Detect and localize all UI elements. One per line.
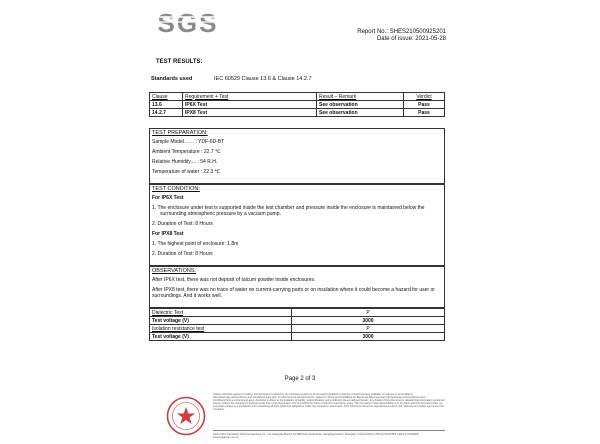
ip6x-item-1: 1. The enclosure under test is supported inside the test chamber and pressure inside the enclosure is maintained below the surrounding atmospheric pressure by a vacuum pump. — [152, 205, 425, 217]
observation-2: After IPX8 test, there was no trace of water on current-carrying parts or on insulation where it could become a hazard for user or surroundings. And it works well. — [152, 287, 435, 299]
water-temperature: Temperature of water : 22.3 ℃ — [152, 169, 221, 175]
standards-value: IEC 60529 Clause 13.6 & Clause 14.2.7 — [214, 76, 312, 82]
footer-address: SGS-CSTC Standards Technical Services Co., Ltd. Shanghai Branch No.588 West Jindu Road, Songjiang District, Shanghai, China 201612 t (86-21) 61915666 f (86-21) 61915678 www.sgsgroup.com.cn — [213, 433, 419, 439]
observation-1: After IP6X test, there was not deposit of talcum powder inside enclosures. — [152, 277, 316, 283]
ip6x-title: For IP6X Test — [152, 195, 184, 201]
footer-divider — [213, 430, 445, 431]
preparation-section — [149, 128, 445, 184]
company-seal-stamp — [166, 396, 206, 436]
table-row: 14.2.7 IPX8 Test See observation Pass — [150, 109, 445, 117]
col-verdict: Verdict — [404, 93, 445, 101]
standards-label: Standards used — [151, 76, 193, 82]
ipx8-item-2: 2. Duration of Test: 8 Hours — [152, 251, 213, 257]
report-number-block — [318, 29, 446, 43]
sgs-logo — [157, 10, 219, 36]
observations-section — [149, 266, 445, 308]
footer-disclaimer: Unless otherwise agreed in writing, this document is issued by the Company subject to its General Conditions of Service printed overleaf, available on request or accessible at http://www.sgs.com/en/Terms-and-Conditions.aspx and, for electronic format documents, subject to Terms and Conditions for Electronic Documents at http://www.sgs.com/en/Terms-and-Conditions/Terms-e-Document.aspx. Attention is drawn to the limitation of liability, indemnification and jurisdiction issues defined therein. Any holder of this document is advised that information contained hereon reflects the Company's findings at the time of its intervention only and within the limits of Client's instructions, if any. The Company's sole responsibility is to its Client and this document does not exonerate parties to a transaction from exercising all their rights and obligations under the transaction documents. This document cannot be reproduced except in full, without prior written approval of the Company. — [213, 393, 445, 412]
page-number: Page 2 of 3 — [284, 376, 316, 382]
table-row: 13.6 IP6X Test See observation Pass — [150, 101, 445, 109]
table-row: Isolation resistance test P — [150, 325, 445, 333]
col-clause: Clause — [150, 93, 183, 101]
svg-text:SGS: SGS — [157, 10, 219, 36]
table-row: Test voltage (V) 3000 — [150, 333, 445, 341]
condition-section — [149, 184, 445, 266]
voltage-table — [149, 308, 445, 341]
ipx8-item-1: 1. The highest point of enclosure: 1.8m — [152, 241, 239, 247]
ambient-temperature: Ambient Temperature : 22.7 ℃ — [152, 149, 221, 155]
issue-date: Date of issue: 2021-05-28 — [376, 36, 446, 42]
report-number: Report No.: SHES210500925201 — [357, 29, 446, 35]
ipx8-title: For IPX8 Test — [152, 231, 184, 237]
preparation-title: TEST PREPARATION: — [152, 130, 208, 136]
condition-title: TEST CONDITION: — [152, 186, 200, 192]
relative-humidity: Relative Humidity.... : 54 R.H. — [152, 159, 218, 165]
sample-model: Sample Model…… : YDF-6D-BT — [152, 139, 225, 145]
ip6x-item-2: 2. Duration of Test: 8 Hours — [152, 221, 213, 227]
col-requirement: Requirement + Test — [183, 93, 317, 101]
test-results-heading: TEST RESULTS: — [156, 59, 203, 65]
results-table — [149, 92, 445, 117]
observations-title: OBSERVATIONS: — [152, 268, 197, 274]
results-header-row — [150, 93, 445, 101]
col-result: Result – Remark — [317, 93, 404, 101]
table-row: Dielectric Test P — [150, 309, 445, 317]
table-row: Test voltage (V) 3000 — [150, 317, 445, 325]
